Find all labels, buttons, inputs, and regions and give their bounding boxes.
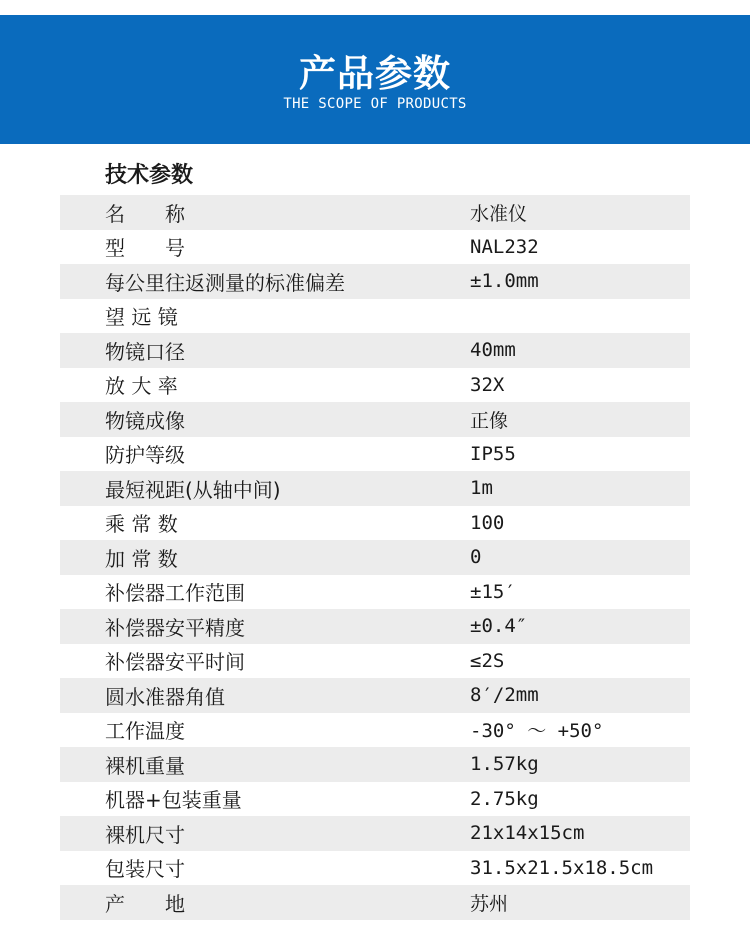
spec-row <box>60 713 690 748</box>
spec-label: 包装尺寸 <box>105 857 185 882</box>
spec-row <box>60 230 690 265</box>
spec-value: 32X <box>470 373 505 396</box>
page-title: 产品参数 <box>299 52 451 95</box>
spec-value: 21x14x15cm <box>470 822 585 845</box>
spec-label: 机器+包装重量 <box>105 788 242 813</box>
spec-value: 0 <box>470 546 482 569</box>
spec-row <box>60 402 690 437</box>
spec-value: ±15′ <box>470 580 516 603</box>
spec-row <box>60 540 690 575</box>
spec-label: 乘 常 数 <box>105 512 178 537</box>
spec-value: ≤2S <box>470 649 505 672</box>
spec-label: 最短视距(从轴中间) <box>105 477 281 502</box>
spec-row <box>60 747 690 782</box>
spec-value: 8′/2mm <box>470 684 539 707</box>
spec-row <box>60 644 690 679</box>
spec-row <box>60 885 690 920</box>
spec-row <box>60 471 690 506</box>
spec-value: ±0.4″ <box>470 615 528 638</box>
spec-value: IP55 <box>470 442 516 465</box>
spec-value: 40mm <box>470 339 516 362</box>
spec-label: 物镜口径 <box>105 339 185 364</box>
spec-row <box>60 575 690 610</box>
spec-label: 望 远 镜 <box>105 305 178 330</box>
spec-value: 1m <box>470 477 493 500</box>
spec-label: 裸机尺寸 <box>105 822 185 847</box>
section-title: 技术参数 <box>105 163 194 188</box>
spec-row <box>60 299 690 334</box>
spec-label: 每公里往返测量的标准偏差 <box>105 270 345 295</box>
spec-value: 水准仪 <box>470 202 528 225</box>
spec-label: 物镜成像 <box>105 408 185 433</box>
spec-value: 100 <box>470 511 505 534</box>
spec-label: 放 大 率 <box>105 374 178 399</box>
spec-row <box>60 506 690 541</box>
header-banner <box>0 15 750 144</box>
spec-label: 防护等级 <box>105 443 185 468</box>
spec-row <box>60 437 690 472</box>
spec-label: 工作温度 <box>105 719 185 744</box>
spec-label: 圆水准器角值 <box>105 684 225 709</box>
spec-label: 型 号 <box>105 236 185 261</box>
spec-row <box>60 195 690 230</box>
spec-label: 名 称 <box>105 201 185 226</box>
page-subtitle: THE SCOPE OF PRODUCTS <box>283 96 467 112</box>
spec-table <box>60 195 690 920</box>
spec-value: 苏州 <box>470 892 509 915</box>
spec-value: 正像 <box>470 409 509 432</box>
spec-row <box>60 678 690 713</box>
spec-label: 补偿器工作范围 <box>105 581 245 606</box>
spec-value: 31.5x21.5x18.5cm <box>470 856 654 879</box>
spec-value: NAL232 <box>470 235 539 258</box>
spec-row <box>60 782 690 817</box>
spec-row <box>60 264 690 299</box>
spec-label: 补偿器安平时间 <box>105 650 245 675</box>
spec-row <box>60 368 690 403</box>
spec-value: 1.57kg <box>470 753 539 776</box>
spec-label: 产 地 <box>105 891 185 916</box>
spec-label: 加 常 数 <box>105 546 178 571</box>
spec-row <box>60 816 690 851</box>
spec-value: 2.75kg <box>470 787 539 810</box>
spec-row <box>60 333 690 368</box>
spec-label: 补偿器安平精度 <box>105 615 245 640</box>
spec-label: 裸机重量 <box>105 753 185 778</box>
spec-value: -30° ～ +50° <box>470 720 604 743</box>
spec-row <box>60 609 690 644</box>
spec-value: ±1.0mm <box>470 270 539 293</box>
spec-row <box>60 851 690 886</box>
